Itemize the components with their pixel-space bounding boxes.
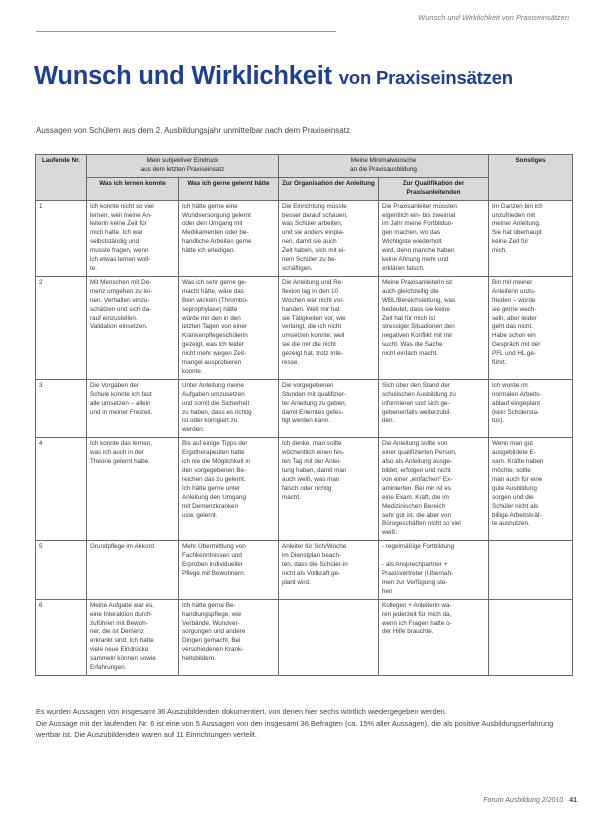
header-eindruck-line-2: aus dem letzten Praxiseinsatz <box>140 165 225 173</box>
cell-line: handlungspflege, wie <box>182 610 242 618</box>
footer-notes <box>36 706 576 741</box>
header-eindruck-line-1: Mein subjektiver Eindruck <box>146 157 219 164</box>
cell-line: werden. <box>182 426 205 434</box>
survey-table <box>35 154 573 676</box>
cell-line: nen, damit sie auch <box>282 238 337 246</box>
cell-line: erklären falsch. <box>382 264 425 272</box>
cell-line: sehr gut ist, die aber von <box>382 511 451 519</box>
cell-line: rauf einzustellen. <box>90 314 138 322</box>
cell-line: te ausnutzen. <box>492 520 530 528</box>
cell-qualifikation <box>379 276 489 379</box>
cell-qualifikation <box>379 541 489 599</box>
cell-organisation <box>279 438 379 541</box>
cell-gerne <box>179 599 279 675</box>
cell-laufende-nr: 1 <box>36 200 87 276</box>
cell-line: im Dienstplan beach- <box>282 552 342 560</box>
cell-line: (kein Schülersta- <box>492 408 540 416</box>
cell-sonstiges <box>489 599 573 675</box>
cell-line: weiß. <box>382 529 398 537</box>
page-title <box>34 62 513 91</box>
cell-line: Die Einrichtung müsste <box>282 202 347 210</box>
footer-paragraph-2: Die Aussage mit der laufenden Nr. 6 ist eine von 5 Aussagen von den insgesamt 36 Befragten (ca. 15% aller Aussagen), die als positive Ausbildungserfahrung wertbar ist. Die Auszubildenden waren auf 11 Einrichtungen verteilt. <box>36 718 554 740</box>
subtitle: Aussagen von Schülern aus dem 2. Ausbildungsjahr unmittelbar nach dem Praxiseinsatz <box>36 126 350 135</box>
cell-line: Ich hätte gerne eine <box>182 202 238 210</box>
cell-line: Anleitung den Umgang <box>182 493 247 501</box>
cell-laufende-nr: 5 <box>36 541 87 599</box>
cell-line: leiterin keine Zeit für <box>90 220 147 228</box>
cell-line: Medizinischen Bereich <box>382 502 445 510</box>
cell-line: seprophylaxe) hätte <box>182 305 238 313</box>
cell-gerne <box>179 200 279 276</box>
cell-line: ter Anleitung zu geben, <box>282 399 347 407</box>
cell-line: wird, denn manche haben <box>382 247 455 255</box>
cell-line: unzufrieden mit <box>492 211 536 219</box>
cell-laufende-nr: 3 <box>36 379 87 437</box>
cell-line: ich etwas lernen woll- <box>90 256 151 264</box>
cell-line: und sie anders einpla- <box>282 229 344 237</box>
cell-line: Fachkenntnissen und <box>182 552 242 560</box>
table-row <box>36 379 573 437</box>
cell-line: sie die mir die nicht <box>282 341 336 349</box>
page-footer-source: Forum Ausbildung 2/2010 <box>483 797 564 804</box>
cell-line: informieren und sich ge- <box>382 399 450 407</box>
cell-gerne <box>179 379 279 437</box>
header-gerne: Was ich gerne gelernt hätte <box>179 177 279 200</box>
cell-line: Zeit haben, sich mit ei- <box>282 247 346 255</box>
cell-line: handen. Weil mir hat <box>282 305 340 313</box>
cell-line: handliche Arbeiten gerne <box>182 238 252 246</box>
cell-line: Sie hat überhaupt <box>492 229 542 237</box>
cell-line: Unter Anleitung meine <box>182 381 244 389</box>
cell-line: selbstständig und <box>90 238 140 246</box>
cell-gelernt <box>87 276 179 379</box>
cell-line: viele neue Eindrücke <box>90 646 149 654</box>
cell-line: sie gerne wech- <box>492 305 537 313</box>
cell-line: Habe schon ein <box>492 332 536 340</box>
cell-line: usw. gelernt. <box>182 511 218 519</box>
cell-line: besser darauf schauen, <box>282 211 348 219</box>
cell-line: Mehr Übermittlung von <box>182 543 246 551</box>
cell-line: Praxisvertreter (Ubernah- <box>382 569 454 577</box>
cell-line: Was ich sehr gerne ge- <box>182 278 247 286</box>
cell-line: te. <box>90 264 98 272</box>
table-body <box>36 200 573 675</box>
cell-line: nem Schüler zu be- <box>282 256 337 264</box>
cell-line: schäftigen. <box>282 264 313 272</box>
cell-line: führt. <box>492 359 507 367</box>
cell-line: men zur Verfügung ste- <box>382 578 448 586</box>
header-eindruck-group <box>87 155 279 178</box>
cell-line: eine Exam. Kraft, die im <box>382 493 449 501</box>
cell-line: billige Arbeitskräf- <box>492 511 542 519</box>
cell-line: bildet, erfolgen und nicht <box>382 467 451 474</box>
cell-line: der Hilfe brauchte. <box>382 628 434 636</box>
cell-line: auch weiß, was man <box>282 475 340 483</box>
running-header: Wunsch und Wirklichkeit von Praxiseinsätzen <box>418 13 569 22</box>
cell-line: PFL und HL ge- <box>492 350 536 358</box>
cell-sonstiges <box>489 541 573 599</box>
cell-line: ausgebildete E- <box>492 449 536 457</box>
footer-paragraph-1: Es wurden Aussagen von insgesamt 36 Auszubildenden dokumentiert, von denen hier sechs wörtlich wiedergegeben werden. <box>36 707 447 716</box>
cell-line: den vorgegebenen Be- <box>182 467 247 474</box>
cell-line: Die Anleitung sollte von <box>382 440 448 448</box>
cell-line: Ich denke, man sollte <box>282 440 342 448</box>
cell-line: Die Anleitung und Re- <box>282 278 344 286</box>
cell-line: wenn ich Fragen hatte o- <box>382 619 452 627</box>
cell-line: Theorie gelernt habe. <box>90 458 150 466</box>
header-wuensche-line-1: Meine Minimalwünsche <box>350 157 417 164</box>
header-sonstiges: Sonstiges <box>489 155 573 201</box>
cell-line: auch gleichzeitig die <box>382 287 439 295</box>
cell-line: zu haben, dass es richtig <box>182 408 252 416</box>
cell-line <box>382 552 485 561</box>
table-row <box>36 599 573 675</box>
cell-line: verschiedenen Krank- <box>182 646 244 654</box>
cell-line: Ich konnte das lernen, <box>90 440 152 448</box>
cell-line: Ich konnte nicht so viel <box>90 202 154 210</box>
cell-line: Sich über den Stand der <box>382 381 450 389</box>
cell-line: meiner Anleitung. <box>492 220 541 228</box>
cell-line: zuführen mit Bewoh- <box>90 619 148 627</box>
cell-qualifikation <box>379 599 489 675</box>
cell-gelernt <box>87 599 179 675</box>
cell-line: und in meiner Freizeit. <box>90 408 153 416</box>
cell-line: würde mir den in den <box>182 314 241 322</box>
cell-line: Ich hätte gerne Be- <box>182 601 236 609</box>
cell-line: ren jederzeit für mich da, <box>382 610 452 618</box>
cell-line: Die Vorgaben der <box>90 381 140 389</box>
cell-line: stressiger Situationen den <box>382 323 455 331</box>
cell-sonstiges <box>489 200 573 276</box>
cell-line: mich. <box>492 247 508 255</box>
cell-line: negativen Konflikt mit mir <box>382 332 453 340</box>
cell-line: frieden – würde <box>492 296 536 304</box>
cell-line: reichen das zu gelernt. <box>182 475 246 483</box>
cell-line: Bürogeschäften nicht so viel <box>382 520 461 528</box>
cell-sonstiges <box>489 438 573 541</box>
cell-line: gen machen, wo das <box>382 229 441 237</box>
cell-line: man auch für eine <box>492 475 543 483</box>
cell-line: geht das nicht. <box>492 323 533 331</box>
cell-line: Grundpflege im Akkord <box>90 543 155 551</box>
cell-line: flexion lag in den 10 <box>282 287 339 295</box>
cell-line: Wundversorgung gelernt <box>182 211 251 219</box>
cell-line: gute Ausbildung <box>492 484 537 492</box>
cell-line: musste fragen, wenn <box>90 247 149 255</box>
cell-line: schätzen und sich da- <box>90 305 152 313</box>
cell-line: Gespräch mit der <box>492 341 541 349</box>
cell-line: Medikamenten oder be- <box>182 229 249 237</box>
cell-gelernt <box>87 438 179 541</box>
title-suffix: von Praxiseinsätzen <box>338 67 513 88</box>
cell-line: Wochen war nicht vor- <box>282 296 345 304</box>
header-rule <box>36 31 336 32</box>
cell-line: seln, aber leider <box>492 314 537 322</box>
cell-line: - regelmäßige Fortbildung <box>382 543 455 551</box>
header-wuensche-line-2: an die Praxisausbildung <box>350 165 417 173</box>
cell-line: Wenn man gut <box>492 440 533 448</box>
cell-line: Erfahrungen. <box>90 664 127 672</box>
cell-line: wöchentlich einen fes- <box>282 449 345 457</box>
cell-line: bedeutet, dass sie keine <box>382 305 450 313</box>
cell-qualifikation <box>379 438 489 541</box>
cell-line: plant wird. <box>282 578 311 586</box>
cell-organisation <box>279 276 379 379</box>
cell-line: nicht mehr wegen Zeit- <box>182 350 247 358</box>
cell-line: ich nie die Möglichkeit in <box>182 458 251 466</box>
cell-line: tus). <box>492 417 505 425</box>
cell-line: Mit Menschen mit De- <box>90 278 152 286</box>
cell-line: nicht als Vollkraft ge- <box>282 569 341 577</box>
cell-line: Zeit hat für mich ist <box>382 314 436 322</box>
cell-line: oder den Umgang mit <box>182 220 243 228</box>
cell-line: ablauf eingeplant <box>492 399 540 407</box>
cell-line: von einer „einfachen“ Ex- <box>382 475 453 483</box>
cell-line: Bein wickeln (Thrombo- <box>182 296 249 304</box>
cell-line: Ergotherapeuten hatte <box>182 449 245 457</box>
cell-line: einer qualifizierten Person, <box>382 449 457 457</box>
cell-line: was Schüler arbeiten, <box>282 220 343 228</box>
cell-line: eine Interaktion durch- <box>90 610 153 618</box>
cell-gerne <box>179 438 279 541</box>
cell-line: Meine Aufgabe war es, <box>90 601 155 609</box>
header-qualifikation: Zur Qualifikation der Praxisanleitenden <box>379 177 489 200</box>
cell-line: Schüler nicht als <box>492 502 539 510</box>
cell-line: tigt werden kann. <box>282 417 330 425</box>
cell-line: menz umgehen zu ler- <box>90 287 153 295</box>
cell-line: macht hätte, wäre das <box>182 287 244 295</box>
cell-line: Schule konnte ich fast <box>90 390 152 398</box>
table-row <box>36 276 573 379</box>
cell-line: hätte ich erledigen. <box>182 247 236 255</box>
cell-line: möchte, sollte <box>492 467 531 474</box>
cell-line: gezeigt hat, trotz Inte- <box>282 350 343 358</box>
cell-line: schulischen Ausbildung zu <box>382 390 456 398</box>
cell-line: im Jahr meine Fortbildun- <box>382 220 454 228</box>
header-gelernt: Was ich lernen konnte <box>87 177 179 200</box>
cell-line: ten Tag mit der Anlei- <box>282 458 342 466</box>
cell-line: damit Erlerntes gefes- <box>282 408 344 416</box>
cell-laufende-nr: 2 <box>36 276 87 379</box>
cell-line: ist oder korrigiert zu <box>182 417 238 425</box>
cell-qualifikation <box>379 379 489 437</box>
cell-line: Kollegen + Anleiterin wa- <box>382 601 452 609</box>
cell-line: ten, dass die Schüler-in <box>282 561 348 569</box>
cell-line: erkrankt sind. Ich hatte <box>90 637 154 645</box>
cell-line: Validation einsetzen. <box>90 323 148 331</box>
title-main: Wunsch und Wirklichkeit <box>34 62 332 90</box>
cell-organisation <box>279 379 379 437</box>
cell-line: macht. <box>282 493 301 501</box>
cell-line: lernen, weil meine An- <box>90 211 152 219</box>
cell-laufende-nr: 4 <box>36 438 87 541</box>
cell-laufende-nr: 6 <box>36 599 87 675</box>
header-wuensche-group <box>279 155 489 178</box>
cell-line: und somit die Sicherheit <box>182 399 250 407</box>
cell-line: Bin mit meiner <box>492 278 533 286</box>
cell-line: sorgen und die <box>492 493 534 501</box>
cell-line: Krankenpflegeschülerin <box>182 332 248 340</box>
cell-line: sammeln können sowie <box>90 655 156 663</box>
cell-line: nicht einfach macht. <box>382 350 439 358</box>
cell-sonstiges <box>489 379 573 437</box>
cell-organisation <box>279 200 379 276</box>
table-row <box>36 200 573 276</box>
cell-line: sucht. Was die Sache <box>382 341 443 349</box>
cell-line: Anleiterin unzu- <box>492 287 536 295</box>
cell-line: Pflege mit Bewohnern. <box>182 569 246 577</box>
table-row <box>36 438 573 541</box>
cell-gelernt <box>87 200 179 276</box>
cell-line: Wichtigste wiederholt <box>382 238 442 246</box>
cell-line: keine Ahnung mehr und <box>382 256 449 264</box>
cell-line: tung haben, damit man <box>282 467 347 474</box>
cell-line: was ich auch in der <box>90 449 144 457</box>
cell-line: Ich wurde im <box>492 381 528 389</box>
cell-organisation <box>279 599 379 675</box>
cell-line: eigentlich ein- bis zweimal <box>382 211 456 219</box>
cell-line: Die vorgegebenen <box>282 381 334 389</box>
header-organisation: Zur Organisation der Anleitung <box>279 177 379 200</box>
cell-line: keine Zeit für <box>492 238 529 246</box>
cell-line: konnte. <box>182 367 203 375</box>
cell-line: normalen Arbeits- <box>492 390 542 398</box>
cell-line: ner, die ist Demenz <box>90 628 144 636</box>
cell-line: Dingen gemacht. Bei <box>182 637 241 645</box>
cell-line: xam. Kräfte haben <box>492 458 544 466</box>
cell-line: gezeigt, was ich leider <box>182 341 244 349</box>
cell-line: mangel ausprobieren <box>182 359 242 367</box>
cell-sonstiges <box>489 276 573 379</box>
cell-qualifikation <box>379 200 489 276</box>
cell-line: umsetzen konnte, weil <box>282 332 345 340</box>
cell-line: Aufgaben umzusetzen <box>182 390 245 398</box>
page-number: 41 <box>569 797 577 804</box>
cell-line: Verbände, Wundver- <box>182 619 240 627</box>
cell-line: also als Anleitung ausge- <box>382 458 453 466</box>
page-footer <box>483 797 577 804</box>
cell-line: sorgungen und andere <box>182 628 246 636</box>
cell-gelernt <box>87 379 179 437</box>
cell-line: mit Demenzkranken <box>182 502 238 510</box>
cell-line: verlangt, die ich nicht <box>282 323 342 331</box>
cell-line: falsch oder richtig <box>282 484 332 492</box>
cell-gelernt <box>87 541 179 599</box>
cell-line: sie Tätigkeiten vor, wie <box>282 314 346 322</box>
table-row <box>36 541 573 599</box>
cell-line: Im Ganzen bin ich <box>492 202 543 210</box>
cell-line: nen. Verhalten einzu- <box>90 296 150 304</box>
cell-line: Anleiter für Sch/Woche <box>282 543 347 551</box>
cell-line: - als Ansprechpartner + <box>382 561 448 569</box>
cell-line: aminierten. Bei mir ist es <box>382 484 451 492</box>
cell-line: Stunden mit qualifizier- <box>282 390 347 398</box>
cell-line: resse. <box>282 359 300 367</box>
cell-line: WBL/Bereichsleitung, was <box>382 296 456 304</box>
cell-line: Bis auf einige Tipps der <box>182 440 248 448</box>
cell-line: letzten Tagen von einer <box>182 323 247 331</box>
cell-line: heitsbildern. <box>182 655 216 663</box>
cell-gerne <box>179 541 279 599</box>
cell-line: Ich hätte gerne unter <box>182 484 241 492</box>
cell-line: Die Praxisanleiter müssten <box>382 202 457 210</box>
header-laufende-nr: Laufende Nr. <box>36 155 87 201</box>
cell-line: Erproben individueller <box>182 561 243 569</box>
cell-line: hen <box>382 587 393 595</box>
cell-line: alle umsetzen – allein <box>90 399 151 407</box>
cell-line: mich hatte. Ich war <box>90 229 143 237</box>
cell-organisation <box>279 541 379 599</box>
cell-line: den. <box>382 417 395 425</box>
cell-gerne <box>179 276 279 379</box>
cell-line: Meine Praxisanleiterin ist <box>382 278 452 286</box>
cell-line: gebenenfalls weiterzubil- <box>382 408 452 416</box>
